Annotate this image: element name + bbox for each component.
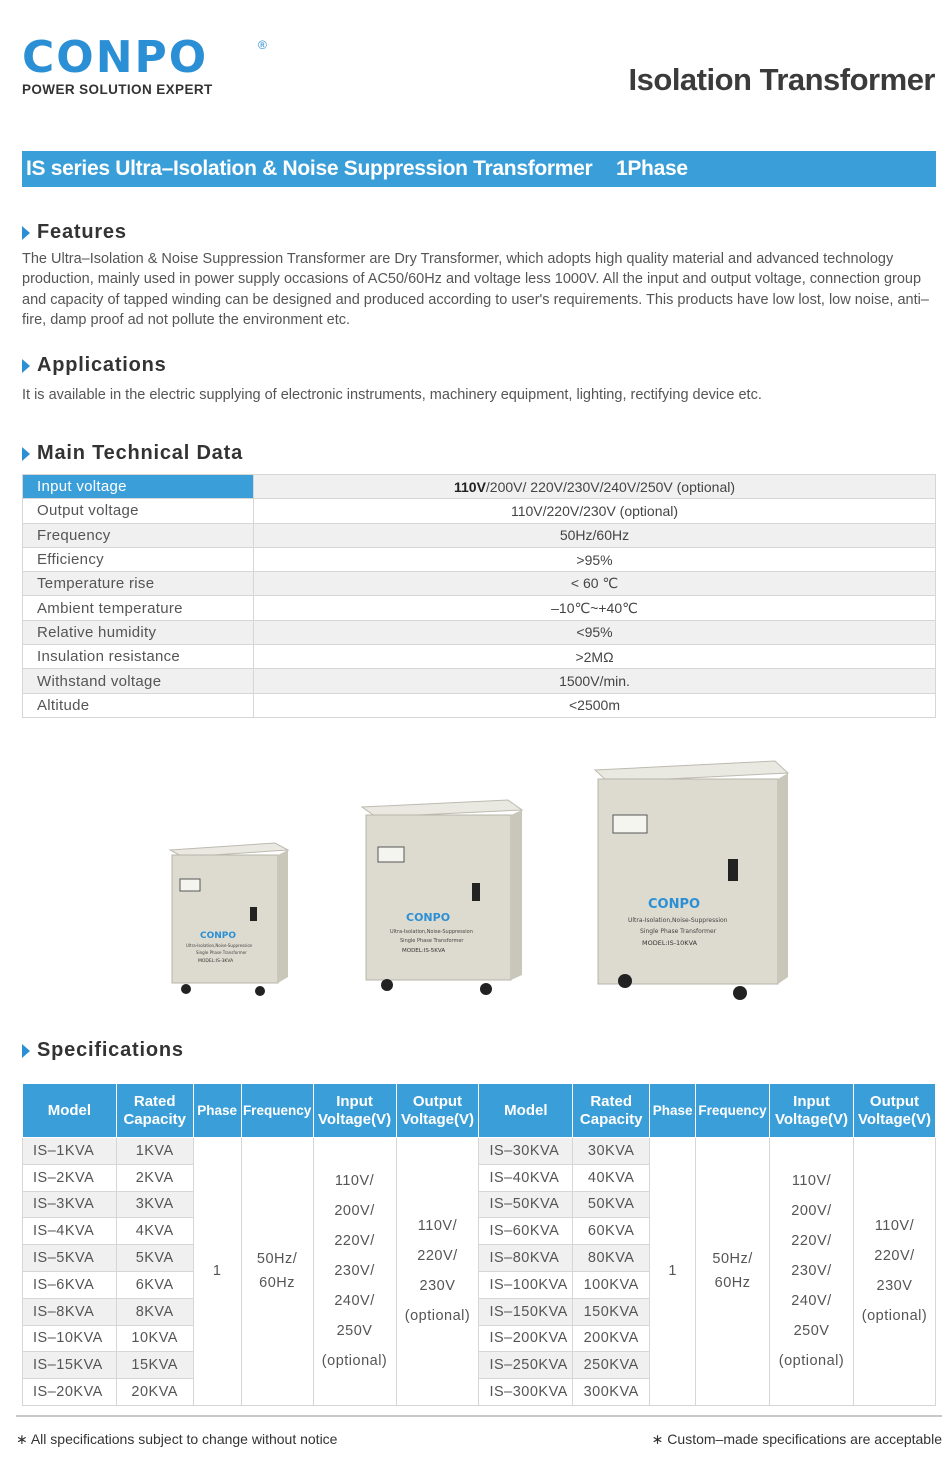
tech-row [23,693,936,717]
col-output-voltage: Output Voltage(V) [396,1084,479,1138]
product-images [150,755,810,1005]
input-voltage-cell-line: 240V/ [334,1293,375,1310]
col-phase: Phase [650,1084,696,1138]
transformer-10kva-image [595,761,788,1000]
tech-row [23,475,936,499]
triangle-bullet-icon [22,359,30,373]
product-brand: CONPO [406,911,451,924]
applications-heading-text: Applications [37,354,167,376]
output-voltage-cell-line: (optional) [404,1308,471,1325]
input-voltage-cell [770,1138,854,1406]
model-cell: IS–30KVA [479,1138,573,1165]
input-voltage-cell-line: 230V/ [334,1263,375,1280]
capacity-cell: 100KVA [573,1271,650,1298]
tech-value [254,547,936,571]
footer-divider [16,1415,942,1417]
input-voltage-cell-line: 200V/ [334,1203,375,1220]
model-cell: IS–1KVA [23,1138,117,1165]
model-cell: IS–6KVA [23,1271,117,1298]
capacity-cell: 4KVA [116,1218,193,1245]
footer-note-right: ∗ Custom–made specifications are acceptable [651,1431,942,1447]
input-voltage-cell-line: 250V [793,1323,830,1340]
tech-value-text: < 60 ℃ [570,575,619,592]
output-voltage-cell-line: 230V [876,1278,913,1295]
specifications-heading-text: Specifications [37,1039,184,1061]
product-brand: CONPO [200,931,237,941]
product-model: MODEL:IS-10KVA [642,939,698,947]
tech-key: Input voltage [23,475,254,499]
tech-key: Frequency [23,523,254,547]
tech-value [254,645,936,669]
output-voltage-cell-line: (optional) [861,1308,928,1325]
output-voltage-cell-line: 220V/ [874,1248,915,1265]
tech-row [23,572,936,596]
capacity-cell: 3KVA [116,1191,193,1218]
phase-cell: 1 [650,1138,696,1406]
capacity-cell: 50KVA [573,1191,650,1218]
tech-value-text: /200V/ 220V/230V/240V/250V (optional) [485,478,735,495]
product-brand: CONPO [648,897,701,912]
tech-key: Altitude [23,693,254,717]
tech-value-text: <2500m [569,697,620,714]
tech-key: Relative humidity [23,620,254,644]
spec-header-row [23,1084,936,1138]
input-voltage-cell-line: 220V/ [334,1233,375,1250]
output-voltage-cell [396,1138,479,1406]
col-frequency: Frequency [696,1084,770,1138]
input-voltage-cell-line: (optional) [321,1353,388,1370]
model-cell: IS–40KVA [479,1164,573,1191]
tech-value-bold: 110V [453,478,486,495]
tech-key: Withstand voltage [23,669,254,693]
capacity-cell: 10KVA [116,1325,193,1352]
col-model: Model [479,1084,573,1138]
model-cell: IS–10KVA [23,1325,117,1352]
frequency-cell-line: 50Hz/ [256,1251,298,1268]
model-cell: IS–250KVA [479,1352,573,1379]
features-heading-text: Features [37,221,127,243]
tech-key: Efficiency [23,547,254,571]
capacity-cell: 80KVA [573,1245,650,1272]
logo-wordmark: CONPO [22,32,209,83]
tech-row [23,596,936,620]
product-line1: Ultra-Isolation,Noise-Suppression [628,917,728,924]
capacity-cell: 1KVA [116,1138,193,1165]
features-body: The Ultra–Isolation & Noise Suppression Transformer are Dry Transformer, which adopts high quality material and advanced technology production, mainly used in power supply occasions of AC50/60Hz and voltage less 1000V. All the input and output voltage, connection group and capacity of tapped winding can be designed and produced according to user's requirements. This products have low lost, low noise, anti–fire, damp proof ad not pollute the environment etc. [22,251,929,328]
tech-row [23,523,936,547]
input-voltage-cell-line: 240V/ [791,1293,832,1310]
output-voltage-cell-line: 110V/ [417,1218,458,1235]
model-cell: IS–20KVA [23,1379,117,1406]
tech-value-text: >2MΩ [575,648,614,665]
model-cell: IS–8KVA [23,1298,117,1325]
col-input-voltage: Input Voltage(V) [313,1084,396,1138]
specifications-heading [22,1039,184,1062]
tech-value [254,523,936,547]
features-heading [22,221,127,244]
table-row [23,1138,936,1165]
capacity-cell: 15KVA [116,1352,193,1379]
tech-value [254,620,936,644]
transformer-5kva-image [362,800,522,995]
model-cell: IS–50KVA [479,1191,573,1218]
input-voltage-cell-line: 110V/ [791,1173,832,1190]
tech-value-text: 50Hz/60Hz [559,527,630,544]
tech-key: Ambient temperature [23,596,254,620]
model-cell: IS–150KVA [479,1298,573,1325]
capacity-cell: 6KVA [116,1271,193,1298]
capacity-cell: 150KVA [573,1298,650,1325]
tech-value-text: 110V/220V/230V (optional) [510,502,679,519]
tech-key: Temperature rise [23,572,254,596]
col-rated-capacity: Rated Capacity [116,1084,193,1138]
capacity-cell: 30KVA [573,1138,650,1165]
input-voltage-cell-line: (optional) [778,1353,845,1370]
page-title: Isolation Transformer [628,62,935,97]
input-voltage-cell-line: 110V/ [334,1173,375,1190]
capacity-cell: 250KVA [573,1352,650,1379]
model-cell: IS–80KVA [479,1245,573,1272]
tech-row [23,620,936,644]
product-line1: Ultra-Isolation,Noise-Suppression [390,929,473,935]
tech-value-text: 1500V/min. [559,673,630,690]
technical-data-table [22,474,936,718]
transformer-3kva-image [170,843,288,996]
capacity-cell: 200KVA [573,1325,650,1352]
tech-heading-text: Main Technical Data [37,442,243,464]
frequency-cell [241,1138,313,1406]
tech-value-text: <95% [576,624,613,641]
col-rated-capacity: Rated Capacity [573,1084,650,1138]
tech-value [254,499,936,523]
logo-tagline: POWER SOLUTION EXPERT [22,82,213,97]
footer-note-left: ∗ All specifications subject to change without notice [16,1431,338,1447]
product-line1: Ultra-Isolation,Noise-Suppression [186,943,253,948]
tech-row [23,499,936,523]
brand-logo [22,32,267,102]
output-voltage-cell-line: 230V [419,1278,456,1295]
model-cell: IS–5KVA [23,1245,117,1272]
col-phase: Phase [193,1084,241,1138]
tech-value [254,475,936,499]
output-voltage-cell [853,1138,935,1406]
tech-row [23,645,936,669]
capacity-cell: 60KVA [573,1218,650,1245]
frequency-cell-line: 60Hz [259,1275,295,1292]
frequency-cell-line: 60Hz [714,1275,751,1292]
model-cell: IS–60KVA [479,1218,573,1245]
tech-value-text: –10℃~+40℃ [551,599,638,616]
capacity-cell: 20KVA [116,1379,193,1406]
product-line2: Single Phase Transformer [640,928,717,935]
col-input-voltage: Input Voltage(V) [770,1084,854,1138]
col-model: Model [23,1084,117,1138]
input-voltage-cell-line: 220V/ [791,1233,832,1250]
col-frequency: Frequency [241,1084,313,1138]
product-model: MODEL:IS-3KVA [198,959,234,964]
input-voltage-cell [313,1138,396,1406]
tech-row [23,669,936,693]
input-voltage-cell-line: 250V [336,1323,373,1340]
triangle-bullet-icon [22,447,30,461]
phase-cell: 1 [193,1138,241,1406]
model-cell: IS–2KVA [23,1164,117,1191]
product-line2: Single Phase Transformer [196,950,247,955]
product-line2: Single Phase Transformer [400,938,464,944]
tech-row [23,547,936,571]
triangle-bullet-icon [22,1044,30,1058]
model-cell: IS–100KVA [479,1271,573,1298]
col-output-voltage: Output Voltage(V) [853,1084,935,1138]
capacity-cell: 40KVA [573,1164,650,1191]
tech-value [254,572,936,596]
model-cell: IS–3KVA [23,1191,117,1218]
tech-value [254,693,936,717]
model-cell: IS–15KVA [23,1352,117,1379]
banner-phase: 1Phase [615,157,688,180]
tech-key: Insulation resistance [23,645,254,669]
triangle-bullet-icon [22,226,30,240]
applications-heading [22,354,167,377]
specifications-table [22,1083,936,1406]
tech-key: Output voltage [23,499,254,523]
model-cell: IS–200KVA [479,1325,573,1352]
applications-body: It is available in the electric supplying of electronic instruments, machinery equipment, lighting, rectifying device etc. [22,387,762,403]
output-voltage-cell-line: 110V/ [874,1218,915,1235]
model-cell: IS–300KVA [479,1379,573,1406]
model-cell: IS–4KVA [23,1218,117,1245]
tech-value [254,596,936,620]
capacity-cell: 5KVA [116,1245,193,1272]
series-banner [22,151,936,187]
input-voltage-cell-line: 200V/ [791,1203,832,1220]
tech-value-text: >95% [576,551,613,568]
frequency-cell-line: 50Hz/ [712,1251,753,1268]
product-model: MODEL:IS-5KVA [402,948,446,954]
tech-value [254,669,936,693]
tech-heading [22,442,243,465]
capacity-cell: 2KVA [116,1164,193,1191]
input-voltage-cell-line: 230V/ [791,1263,832,1280]
frequency-cell [696,1138,770,1406]
output-voltage-cell-line: 220V/ [417,1248,458,1265]
capacity-cell: 300KVA [573,1379,650,1406]
capacity-cell: 8KVA [116,1298,193,1325]
banner-text: IS series Ultra–Isolation & Noise Suppression Transformer [26,157,593,180]
registered-mark: ® [258,38,267,52]
